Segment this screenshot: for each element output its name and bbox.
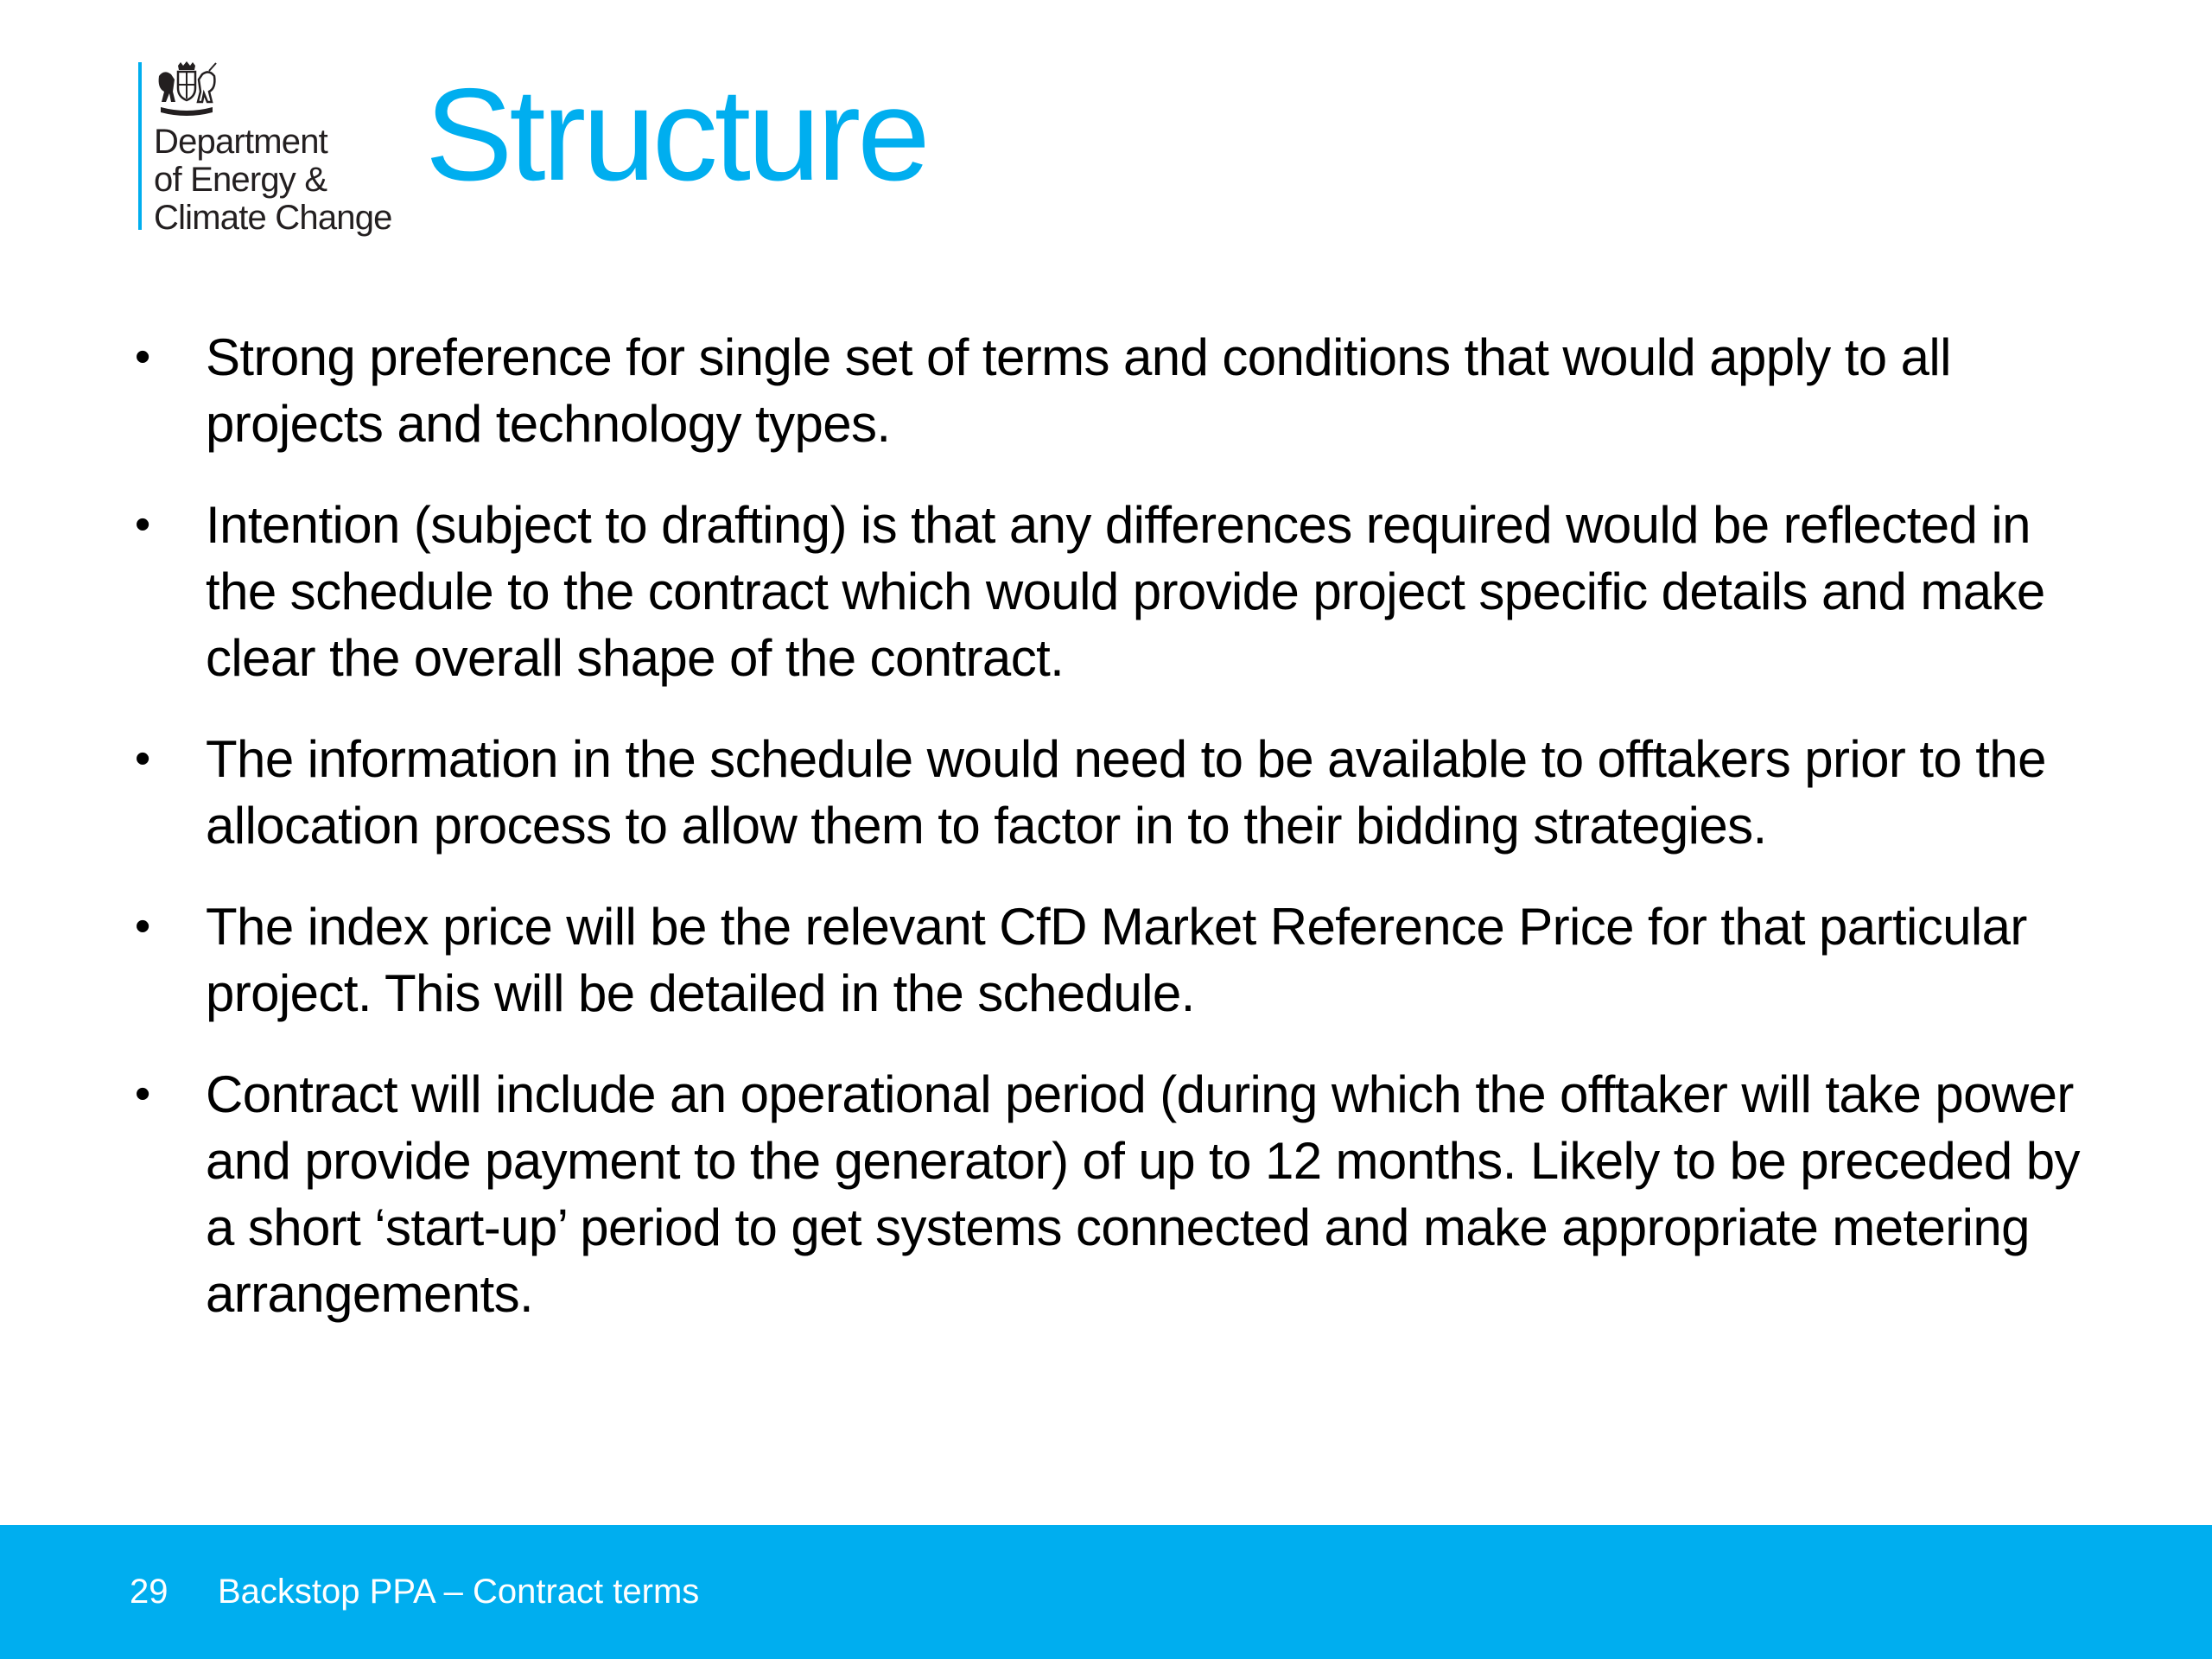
royal-crest-icon [152, 60, 221, 119]
bullet-text: Intention (subject to drafting) is that any differences required would be reflected in the schedule to the contract which would provide project specific details and make clear the overall shape of the contract. [206, 496, 2045, 687]
bullet-item [130, 1061, 2100, 1327]
bullet-marker: • [135, 499, 150, 550]
slide-title: Structure [425, 61, 927, 208]
department-logo [138, 60, 415, 242]
bullet-marker: • [135, 734, 150, 784]
bullet-item [130, 324, 2100, 457]
bullet-text: The information in the schedule would need to be available to offtakers prior to the allocation process to allow them to factor in to their bidding strategies. [206, 730, 2046, 855]
department-name-line-2: of Energy & [154, 161, 327, 199]
footer-bar [0, 1525, 2212, 1659]
bullet-item [130, 492, 2100, 691]
bullet-list [130, 324, 2100, 1362]
department-name [154, 123, 392, 237]
footer-title: Backstop PPA – Contract terms [218, 1573, 700, 1611]
department-name-line-3: Climate Change [154, 199, 392, 237]
logo-divider [138, 62, 142, 230]
bullet-text: The index price will be the relevant CfD Market Reference Price for that particular project. This will be detailed in the schedule. [206, 898, 2027, 1022]
bullet-text: Contract will include an operational period (during which the offtaker will take power and provide payment to the generator) of up to 12 months. Likely to be preceded by a short ‘start-up’ period to get systems connected and make appropriate metering arrangements. [206, 1065, 2080, 1323]
bullet-text: Strong preference for single set of terms and conditions that would apply to all projects and technology types. [206, 328, 1951, 453]
page-number: 29 [130, 1573, 168, 1611]
bullet-item [130, 893, 2100, 1027]
bullet-item [130, 726, 2100, 859]
bullet-marker: • [135, 901, 150, 951]
bullet-marker: • [135, 332, 150, 382]
bullet-marker: • [135, 1069, 150, 1119]
department-name-line-1: Department [154, 123, 327, 161]
